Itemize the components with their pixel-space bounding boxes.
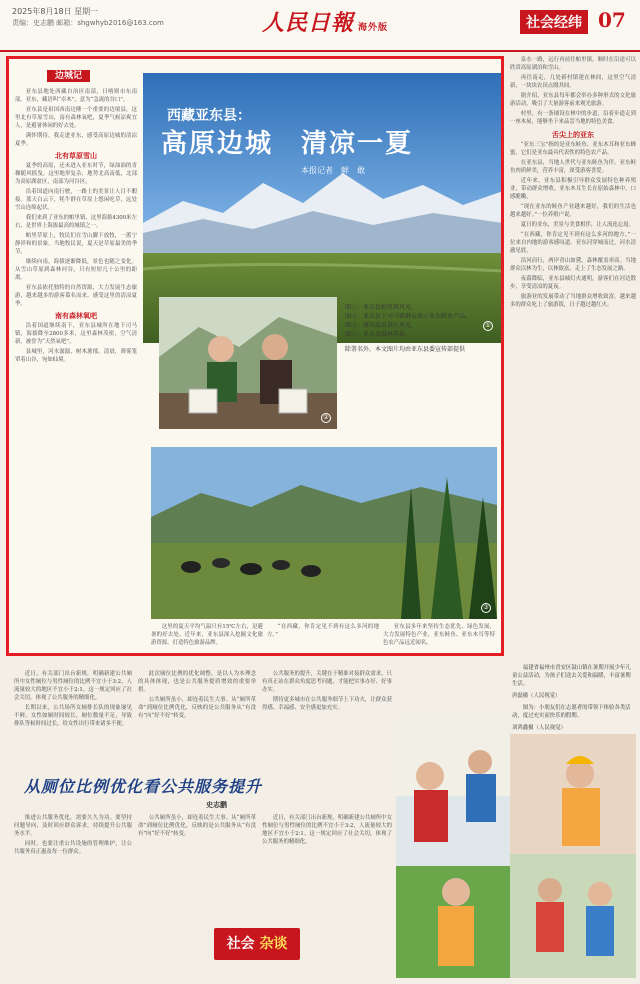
paragraph: “在西藏，你肯定见不到有这么多河的地方。” <box>267 624 379 638</box>
column-tag: 边城记 <box>47 70 90 82</box>
promo-text: 福建省福州市晋安区鼓山镇在暑期开展少年儿童公益活动，为孩子们送去关爱和温暖，丰富暑期生活。 <box>512 665 631 687</box>
paragraph: 村里，有一条铺设在林中的步道，沿着步道走到一座木屋，能够坐下来品尝当地的特色美食。 <box>510 111 636 125</box>
hero-title: 高原边城 清凉一夏 <box>161 129 414 159</box>
photo-number-3: ③ <box>481 603 491 613</box>
page-number: 07 <box>598 8 626 32</box>
photo-number-2: ② <box>321 413 331 423</box>
paragraph: 再往南走，几处新村镇建在林间，这里空气清新，一块块农田点缀其间。 <box>510 75 636 89</box>
paragraph: 亚东县依托独特的自然资源，大力发展生态旅游，越来越多的游客慕名而来，感受这里的清凉夏季。 <box>15 285 137 307</box>
paragraph: 亚东县是祖国西南边陲一个重要的边境县。这里北有草原雪山，南有森林氧吧，夏季气候凉爽宜人，是避暑休闲的好去处。 <box>15 107 137 129</box>
caption-line: 图④：亚东县森林美景。 <box>345 331 412 338</box>
feature-story <box>6 56 504 656</box>
caption-line: 图②：亚东县下司马镇群众展示亚东鲑鱼产品。 <box>345 313 472 320</box>
paragraph: 夏季的高原，还未进入亚东时节，绿油油的青稞随风摇曳。这里地形复杂，地势北高南低，北部为高原湖盆区，南部为河谷区。 <box>15 163 137 185</box>
article-column-d <box>14 814 132 974</box>
article-title: 从厕位比例优化看公共服务提升 <box>24 777 263 796</box>
paragraph: 夜幕降临，亚东县城灯火通明，游客们在河边散步，享受清凉的夏夜。 <box>510 276 636 290</box>
issue-date: 2025年8月18日 星期一 <box>12 7 99 16</box>
column-badge: 社会 杂谈 <box>214 928 300 960</box>
section-title: 社会经纬 <box>520 10 588 34</box>
story-column-3 <box>267 623 379 653</box>
paragraph: 长期以来，公共场所女厕排长队的现象屡见不鲜。女性如厕时间较长，厕位数量不足，导致排队等候时间过长，给女性出行带来诸多不便。 <box>14 705 132 727</box>
paragraph: 公共厕所虽小，却连着民生大事。从“厕所革命”到厕位比例优化，反映的是公共服务从“有没有”向“好不好”转变。 <box>138 815 256 837</box>
people-image <box>159 297 337 429</box>
caption-line: 图③：康布温泉景区风光。 <box>345 322 418 329</box>
hero-byline: 本报记者 鲜 敢 <box>301 166 365 175</box>
article-column-c <box>262 670 392 770</box>
right-column-text <box>510 56 636 656</box>
photo-forest <box>151 447 497 619</box>
photo-people <box>159 297 337 429</box>
masthead <box>0 0 640 52</box>
article-author: 史志鹏 <box>206 800 227 809</box>
photo-credit: 除署名外，本文图片均由亚东县委宣传部提供 <box>345 346 466 353</box>
paragraph: 期待更多城市在公共服务细节上下功夫，让群众获得感、幸福感、安全感更加充实。 <box>262 697 392 711</box>
promo-photo <box>510 734 636 978</box>
paragraph: 亚东县多年来坚持生态优先、绿色发展，大力发展特色产业，亚东鲑鱼、亚东木耳等特色农产品远近闻名。 <box>383 624 495 646</box>
paragraph: 泉水一路，远行再前往帕里镇，顺时在沿途可以欣赏高原湖泊和雪山。 <box>510 57 636 71</box>
paragraph: 帕里草原上，牧民们在雪山脚下放牧，一派宁静祥和的景象。当地牧民说，夏天是草原最美的季节。 <box>15 233 137 255</box>
paragraph: “亚东三宝”指的是亚东鲑鱼、亚东木耳和亚东蜂蜜，它们是亚东最具代表性的特色农产品。 <box>510 142 636 156</box>
paragraph: 夏日的亚东，美景与美食相伴，让人流连忘返。 <box>520 222 635 228</box>
promo-photo-children <box>396 716 516 978</box>
children-activity-image <box>396 716 516 978</box>
paragraph: 满怀期待，我走进亚东，感受高原边城的清凉夏季。 <box>15 133 137 147</box>
paragraph: 推进公共服务优化，需要久久为功。要坚持问题导向，及时回应群众诉求，持续提升公共服务水平。 <box>14 815 132 837</box>
article-column-e <box>138 814 256 924</box>
paragraph: 我们来到了亚东的帕里镇，这里海拔4300米左右，是世界上海拔最高的城镇之一。 <box>15 215 137 229</box>
paragraph: 继续向南，海拔逐渐降低，景色也随之变化。从雪山草原到森林河谷，只有短短几十公里的距离。 <box>15 259 137 281</box>
photo-number-1: ① <box>483 321 493 331</box>
promo-credit-2: 刘鸿鑫摄（人民视觉） <box>512 725 566 731</box>
subhead: 舌尖上的亚东 <box>552 130 594 139</box>
paragraph: 这里的夏天平均气温只有15℃左右，是避暑的好去处。近年来，亚东县深入挖掘文化旅游资源，打造特色旅游品牌。 <box>151 624 263 646</box>
editor-info: 责编：史志鹏 邮箱：shgwhyb2016@163.com <box>12 19 164 27</box>
paragraph: 亚东县地处西藏自治区南部，日喀则市东南部。亚东，藏语叫“卓木”，意为“急流的谷口”。 <box>15 89 137 103</box>
paragraph: 县城里，河水潺潺，树木葱郁。清晨，薄雾笼罩着山谷，宛如仙境。 <box>15 349 137 363</box>
paragraph: “现在亚东的鲑鱼产业越来越好，我们的生活也越来越好。”一位养殖户说。 <box>510 204 636 218</box>
paragraph: 近日，有关部门出台新规，明确新建公共厕所中女性厕位与男性厕位的比例不宜小于3:2，人流量较大的地区不宜小于2:1。这一规定回应了社会关切，体现了公共服务的精细化。 <box>262 815 392 845</box>
promo-text-2: 图为：小朋友们在志愿者的带领下体验各类活动，度过充实而快乐的假期。 <box>512 705 631 719</box>
paragraph: 同时，也要注重公共设施的管理维护，让公共服务真正惠及每一位群众。 <box>14 841 132 855</box>
promo-credit: 唐磊摄（人民视觉） <box>512 693 561 699</box>
paragraph: 沿着国道向南行驶，一路上的美景让人目不暇接。蓝天白云下，牦牛群在草原上悠闲吃草，远处雪山连绵起伏。 <box>15 189 137 211</box>
volunteer-image <box>510 734 636 978</box>
promo-block <box>510 662 636 978</box>
photo-caption <box>345 303 495 354</box>
paragraph: 公共服务的提升，关键在于精准对接群众需求。只有真正站在群众角度思考问题，才能把实事办好、好事办实。 <box>262 671 392 693</box>
story-column-1 <box>15 67 137 649</box>
right-column <box>510 56 636 656</box>
article-column-b <box>138 670 256 770</box>
story-column-2 <box>151 623 263 653</box>
hero-kicker: 西藏亚东县： <box>167 108 251 124</box>
paragraph: 公共厕所虽小，却连着民生大事。从“厕所革命”到厕位比例优化，反映的是公共服务从“有没有”向“好不好”转变。 <box>138 697 256 719</box>
forest-image <box>151 447 497 619</box>
paragraph: 沿河而行，两岸青山如黛，森林覆盖率高。当地群众以林为生，以林致富，走上了生态发展之路。 <box>510 258 636 272</box>
caption-line: 图①：亚东县帕里镇风光。 <box>345 304 418 311</box>
subhead: 南有森林氧吧 <box>55 311 97 320</box>
paragraph: 在亚东县，当地人世代与亚东鲑鱼为伴。亚东鲑鱼肉质鲜美，营养丰富，深受游客喜爱。 <box>510 160 636 174</box>
paragraph: 旅游业的发展带动了当地群众增收致富。越来越多的群众吃上了旅游饭，日子越过越红火。 <box>510 294 636 308</box>
paragraph: 近年来，亚东县积极引导群众发展特色种养殖业，带动群众增收。亚东木耳生长在原始森林中，口感脆嫩。 <box>510 178 636 200</box>
article-column-a <box>14 670 132 770</box>
paragraph: 近日，有关部门出台新规，明确新建公共厕所中女性厕位与男性厕位的比例不宜小于3:2，人流量较大的地区不宜小于2:1。这一规定回应了社会关切，体现了公共服务的精细化。 <box>14 671 132 701</box>
newspaper-logo: 人民日報 海外版 <box>262 10 389 36</box>
paragraph: 据介绍，亚东县每年都会举办多种形式的文化旅游活动，吸引了大量游客前来观光旅游。 <box>510 93 636 107</box>
paragraph: 沿着国道继续南下，亚东县城所在地下司马镇，海拔降至2800多米，这里森林茂密，空气清新，被誉为“天然氧吧”。 <box>15 323 137 345</box>
paragraph: 此次厕位比例的优化调整，是以人为本理念的具体体现，也是公共服务提质增效的重要举措。 <box>138 671 256 693</box>
subhead: 北有草原雪山 <box>55 151 97 160</box>
paragraph: “在西藏，你肯定见不到有这么多河的地方。”一位来自内地的游客感叹道。亚东河穿城而过，河水清澈见底。 <box>510 232 636 254</box>
story-column-4 <box>383 623 495 653</box>
article-column-f <box>262 814 392 924</box>
